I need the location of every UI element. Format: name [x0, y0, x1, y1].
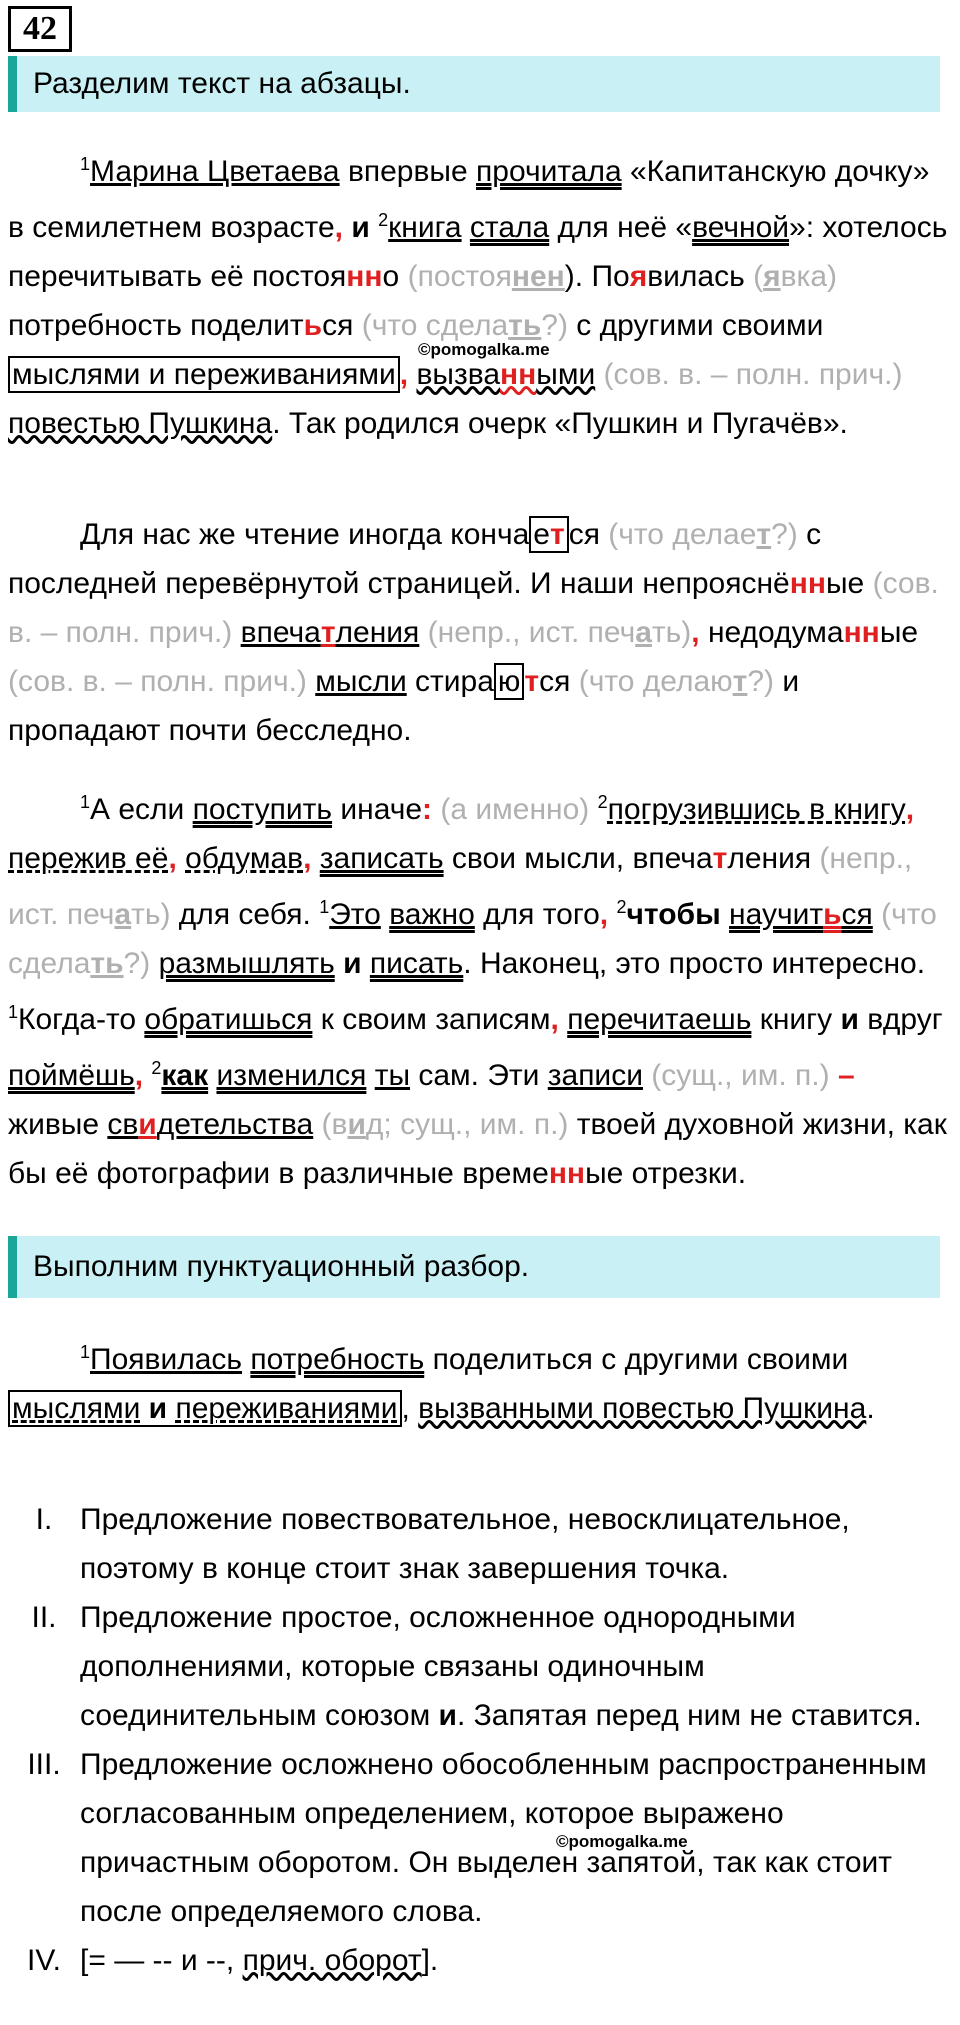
section-title-punctuation: Выполним пунктуационный разбор.: [8, 1236, 940, 1298]
list-item: I. Предложение повествовательное, невосклицательное, поэтому в конце стоит знак завершения точка.: [35, 1503, 850, 1585]
paragraph-2: Для нас же чтение иногда конча ет ся (что делает?) с последней перевёрнутой страницей. И наши непрояснённые (сов. в. – полн. прич.) впечатления (непр., ист. печать), недодуманные (сов. в. – полн. прич.) мысли стира ю тся (что делают?) и пропадают почти бесследно.: [8, 518, 939, 747]
list-item: II. Предложение простое, осложненное однородными дополнениями, которые связаны одиночным соединительным союзом и. Запятая перед ним не ставится.: [31, 1601, 922, 1732]
list-item: III. Предложение осложнено обособленным распространенным согласованным определением, которое выражено причастным оборотом. Он выделен запятой, так как стоит после определяемого слова.: [27, 1748, 927, 1928]
watermark: ©pomogalka.me: [556, 1832, 688, 1851]
section-title-paragraphs: Разделим текст на абзацы.: [8, 56, 940, 112]
sentence-number: 1: [80, 154, 91, 174]
subject: Марина Цветаева: [90, 155, 340, 188]
predicate: прочитала: [476, 155, 622, 188]
list-item: IV. [= — -- и --, прич. оборот].: [27, 1944, 439, 1977]
task-number: 42: [8, 6, 72, 52]
paragraph-3: $^1$А если поступить иначе: (а именно) $^2$погрузившись в книгу, пережив её, обдумав, записать свои мысли, впечатления (непр., ист. печать) для себя. $^1$Это важно для того, $^2$чтобы научиться (что сделать?) размышлять и писать. Наконец, это просто интересно. $^1$Когда-то обратишься к своим записям, перечитаешь книгу и вдруг поймёшь, $^2$как изменился ты сам. Эти записи (сущ., им. п.) – живые свидетельства (вид; сущ., им. п.) твоей духовной жизни, как бы её фотографии в различные временные отрезки.: [8, 792, 947, 1190]
analysis-list: [8, 1495, 948, 1985]
paragraph-1: $^1$Марина Цветаева впервые прочитала «Капитанскую дочку» в семилетнем возрасте, и $^2$книга стала для неё «вечной»: хотелось перечитывать её постоянно (постоянен). Появилась (явка) потребность поделиться (что сделать?) с другими своими мыслями и переживаниями , вызванными (сов. в. – полн. прич.) повестью Пушкина. Так родился очерк «Пушкин и Пугачёв».: [8, 154, 948, 440]
paragraph-analysis: $^1$Появилась потребность поделиться с другими своими мыслями и переживаниями , вызванными повестью Пушкина.: [8, 1328, 948, 1433]
watermark: ©pomogalka.me: [418, 340, 550, 359]
homogeneous-members-box: мыслями и переживаниями: [8, 356, 400, 393]
